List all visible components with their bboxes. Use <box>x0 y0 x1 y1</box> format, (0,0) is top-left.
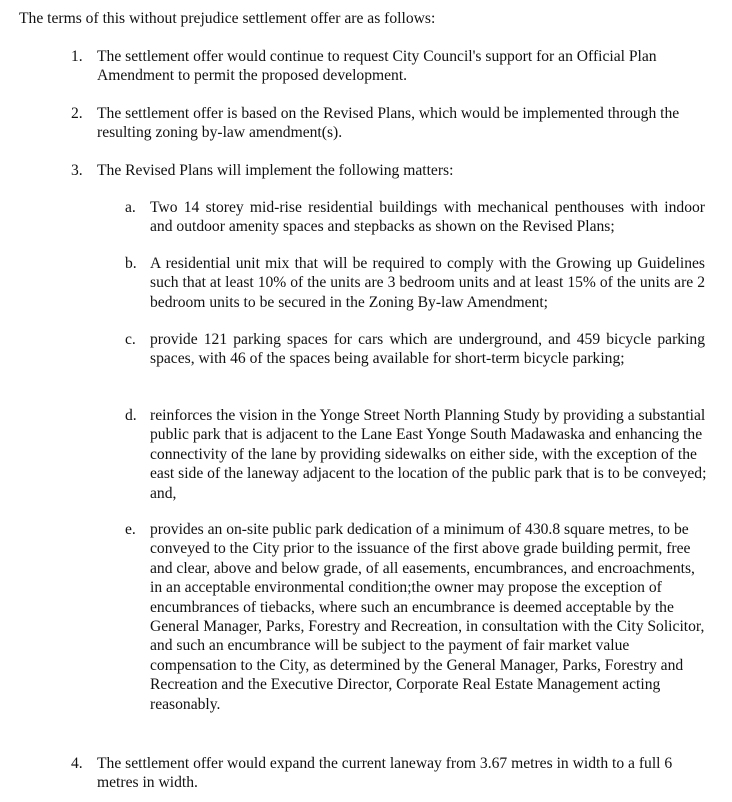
sub-item-text: provide 121 parking spaces for cars which are underground, and 459 bicycle parking spaces, with 46 of the spaces being available for short-term bicycle parking; <box>150 331 705 368</box>
sub-item-b <box>125 254 705 312</box>
sub-item-letter: c. <box>125 331 136 348</box>
sub-item-c <box>125 330 705 369</box>
sub-item-letter: d. <box>125 407 137 424</box>
list-number: 1. <box>71 48 83 65</box>
sub-item-d <box>125 406 710 503</box>
sub-item-letter: e. <box>125 521 136 538</box>
sub-item-text: reinforces the vision in the Yonge Street North Planning Study by providing a substantial public park that is adjacent to the Lane East Yonge South Madawaska and enhancing the connectivity of the lane by providing sidewalks on either side, with the exception of the east side of the laneway adjacent to the location of the public park that is to be conveyed; and, <box>150 407 707 502</box>
list-item-3 <box>71 161 711 180</box>
sub-item-text: A residential unit mix that will be required to comply with the Growing up Guidelines such that at least 10% of the units are 3 bedroom units and at least 15% of the units are 2 bedroom units to be secured in the Zoning By-law Amendment; <box>150 255 705 311</box>
list-item-text: The settlement offer would continue to request City Council's support for an Official Plan Amendment to permit the proposed development. <box>97 48 657 85</box>
sub-item-e <box>125 520 710 714</box>
list-number: 4. <box>71 755 83 772</box>
sub-item-letter: b. <box>125 255 137 272</box>
list-item-4 <box>71 754 701 793</box>
list-item-1 <box>71 47 711 86</box>
sub-item-a <box>125 198 705 237</box>
list-item-2 <box>71 104 711 143</box>
intro-paragraph: The terms of this without prejudice settlement offer are as follows: <box>19 10 436 27</box>
list-number: 3. <box>71 162 83 179</box>
list-number: 2. <box>71 105 83 122</box>
sub-item-letter: a. <box>125 199 136 216</box>
sub-item-text: Two 14 storey mid-rise residential buildings with mechanical penthouses with indoor and outdoor amenity spaces and stepbacks as shown on the Revised Plans; <box>150 199 705 236</box>
sub-item-text: provides an on-site public park dedication of a minimum of 430.8 square metres, to be conveyed to the City prior to the issuance of the first above grade building permit, free and clear, above and below grade, of all easements, encumbrances, and encroachments, in an acceptable environmental condition;the owner may propose the exception of encumbrances of tiebacks, where such an encumbrance is deemed acceptable by the General Manager, Parks, Forestry and Recreation, in consultation with the City Solicitor, and such an encumbrance will be subject to the payment of fair market value compensation to the City, as determined by the General Manager, Parks, Forestry and Recreation and the Executive Director, Corporate Real Estate Management acting reasonably. <box>150 521 705 713</box>
list-item-text: The Revised Plans will implement the following matters: <box>97 162 454 179</box>
list-item-text: The settlement offer would expand the current laneway from 3.67 metres in width to a full 6 metres in width. <box>97 755 673 792</box>
list-item-text: The settlement offer is based on the Revised Plans, which would be implemented through the resulting zoning by-law amendment(s). <box>97 105 680 142</box>
